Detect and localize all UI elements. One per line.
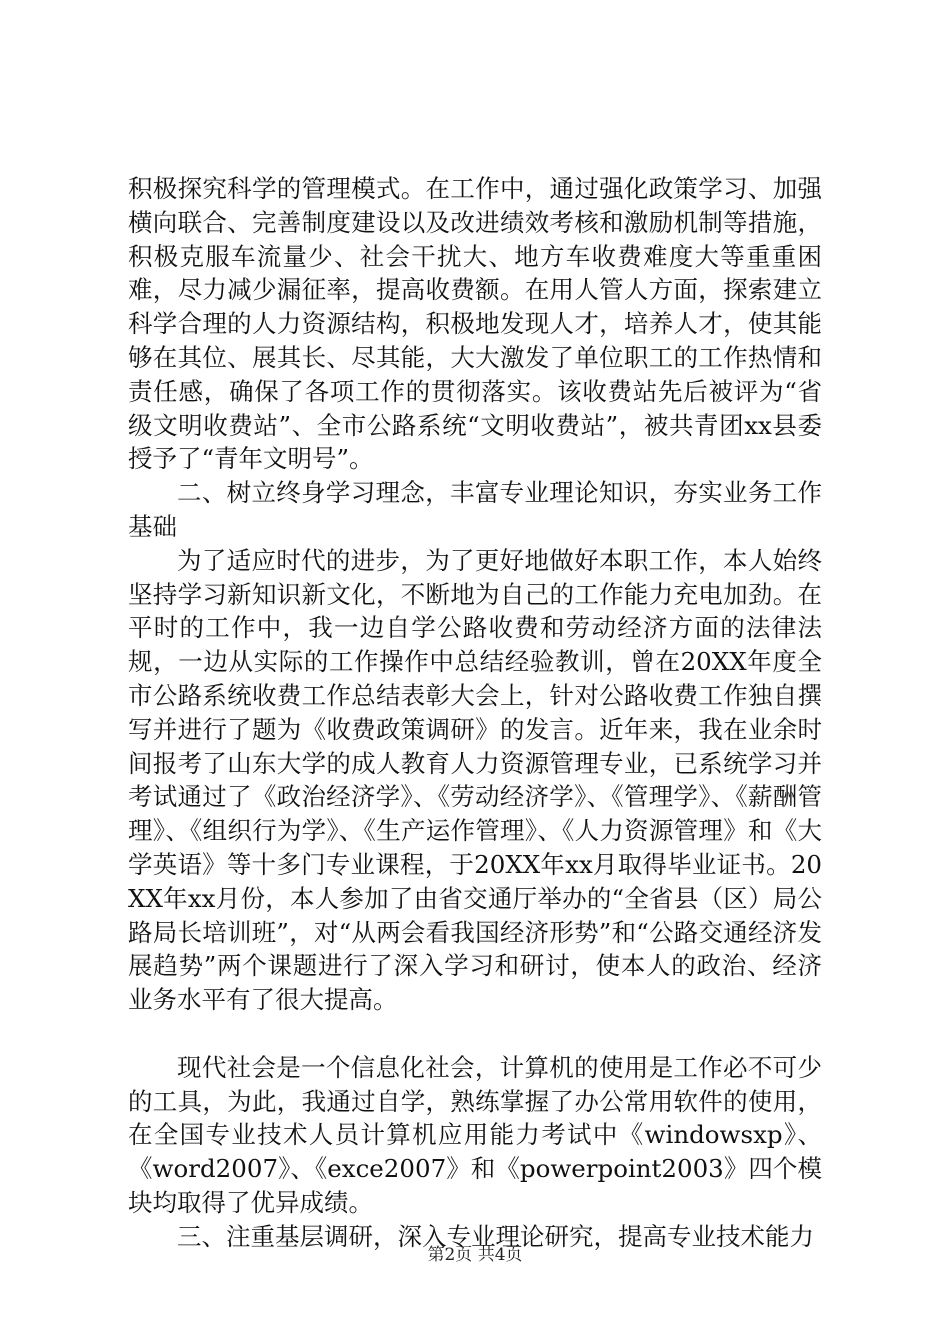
paragraph-study-experience: 为了适应时代的进步，为了更好地做好本职工作，本人始终坚持学习新知识新文化，不断地为自己的工作能力充电加劲。在平时的工作中，我一边自学公路收费和劳动经济方面的法律法规，一边从实际的工作操作中总结经验教训，曾在20XX年度全市公路系统收费工作总结表彰大会上，针对公路收费工作独自撰写并进行了题为《收费政策调研》的发言。近年来，我在业余时间报考了山东大学的成人教育人力资源管理专业，已系统学习并考试通过了《政治经济学》、《劳动经济学》、《管理学》、《薪酬管理》、《组织行为学》、《生产运作管理》、《人力资源管理》和《大学英语》等十多门专业课程，于20XX年xx月取得毕业证书。20XX年xx月份，本人参加了由省交通厅举办的“全省县（区）局公路局长培训班”，对“从两会看我国经济形势”和“公路交通经济发展趋势”两个课题进行了深入学习和研讨，使本人的政治、经济业务水平有了很大提高。 [128, 545, 822, 1015]
paragraph-management-model: 积极探究科学的管理模式。在工作中，通过强化政策学习、加强横向联合、完善制度建设以及改进绩效考核和激励机制等措施，积极克服车流量少、社会干扰大、地方车收费难度大等重重困难，尽力减少漏征率，提高收费额。在用人管人方面，探索建立科学合理的人力资源结构，积极地发现人才，培养人才，使其能够在其位、展其长、尽其能，大大激发了单位职工的工作热情和责任感，确保了各项工作的贯彻落实。该收费站先后被评为“省级文明收费站”、全市公路系统“文明收费站”，被共青团xx县委授予了“青年文明号”。 [128, 174, 822, 474]
paragraph-computer-skills: 现代社会是一个信息化社会，计算机的使用是工作必不可少的工具，为此，我通过自学，熟练掌握了办公常用软件的使用，在全国专业技术人员计算机应用能力考试中《windowsxp》、《word2007》、《exce2007》和《powerpoint2003》四个模块均取得了优异成绩。 [128, 1052, 822, 1217]
document-body [128, 172, 822, 1254]
section-heading-lifelong-learning: 二、树立终身学习理念，丰富专业理论知识，夯实业务工作基础 [128, 478, 822, 541]
page-number-footer: 第2页 共4页 [427, 1245, 523, 1265]
section-heading-grassroots-research: 三、注重基层调研，深入专业理论研究，提高专业技术能力 [177, 1221, 814, 1251]
